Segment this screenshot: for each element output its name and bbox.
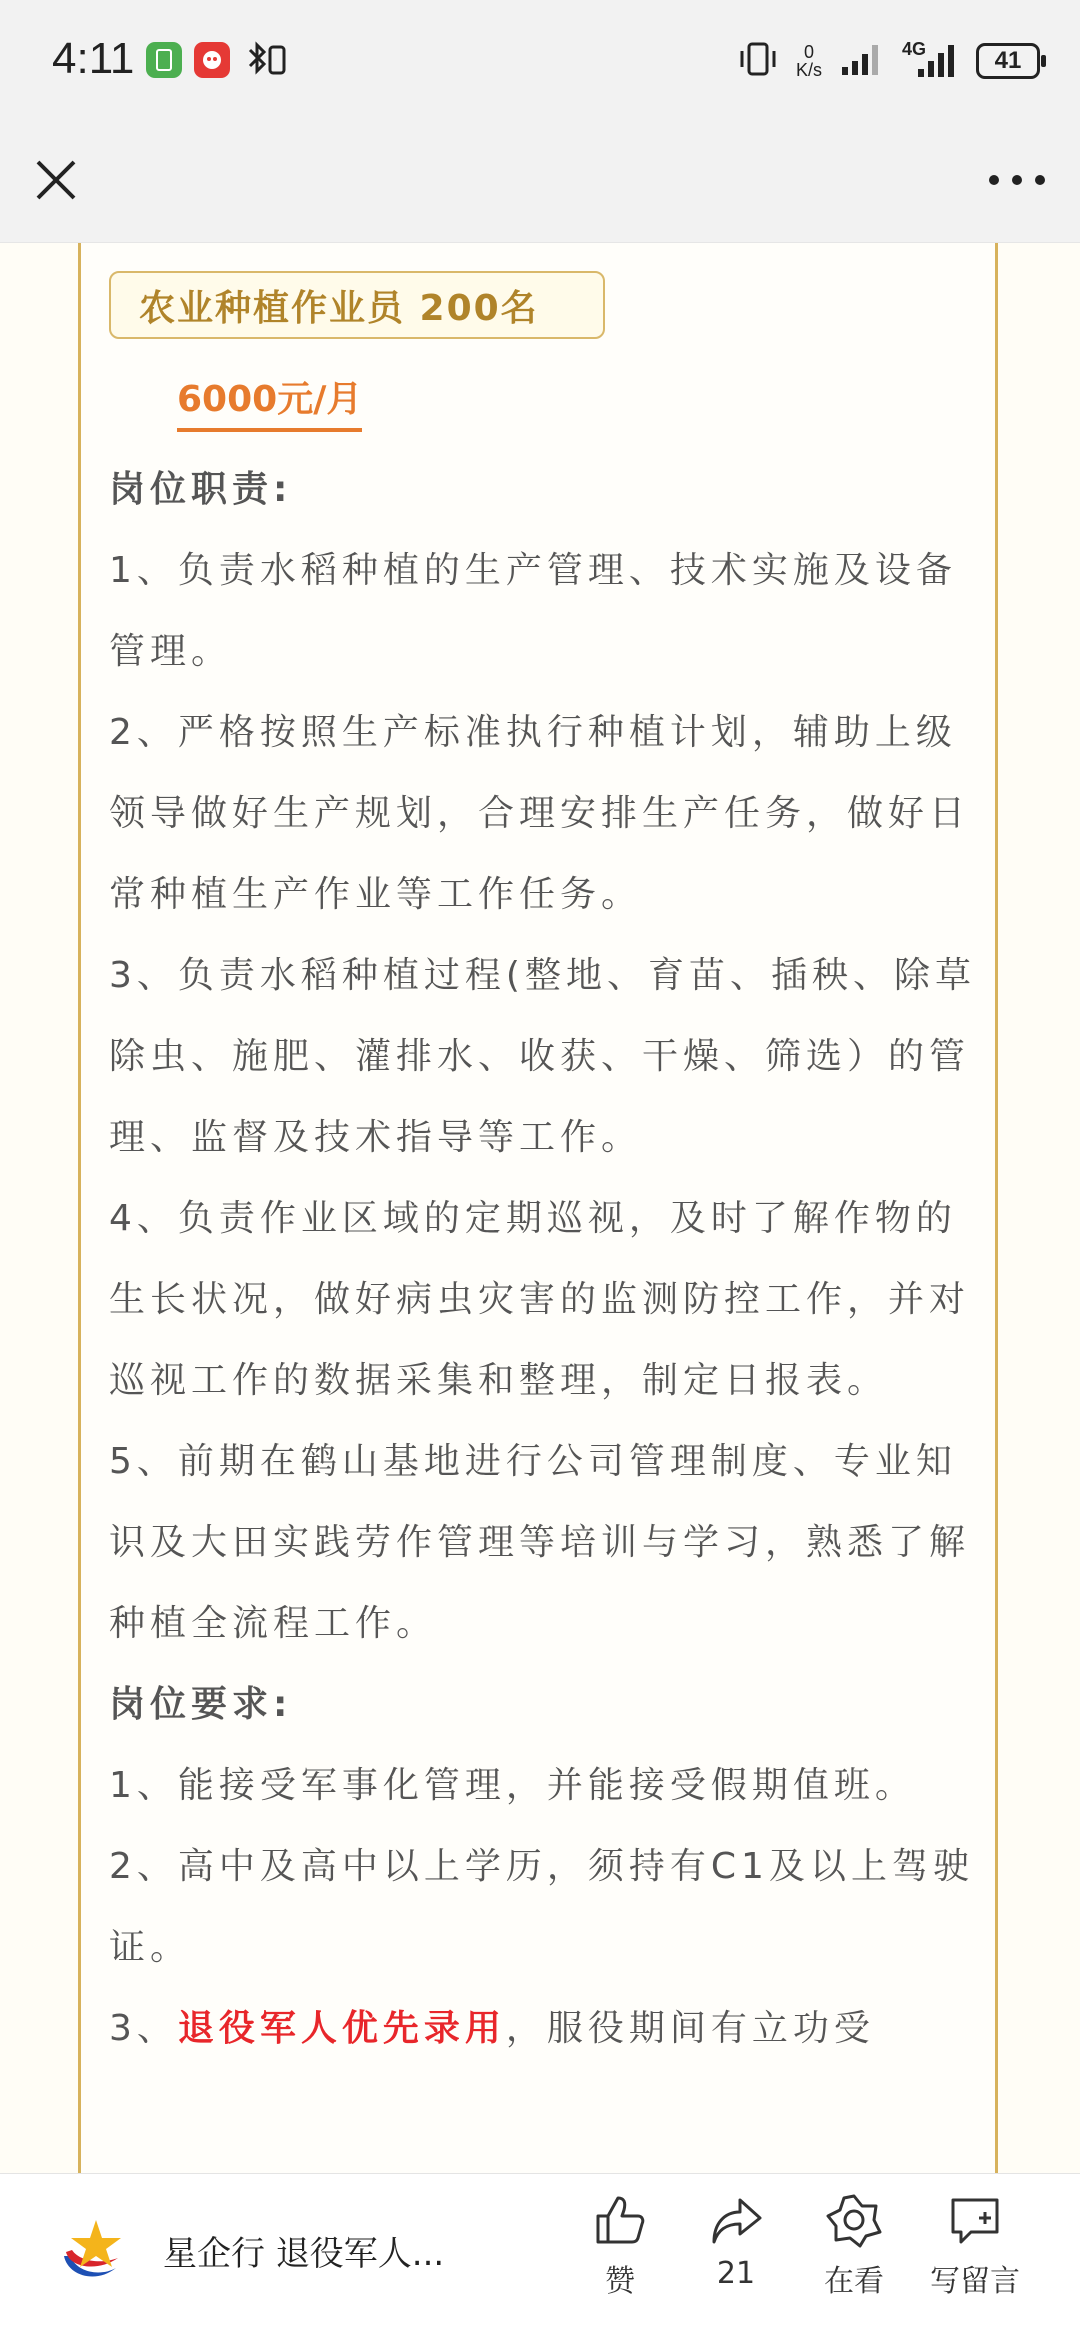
job-card	[78, 243, 998, 2173]
like-button[interactable]	[570, 2192, 670, 2300]
sim-card-icon	[146, 42, 182, 78]
bluetooth-icon	[244, 40, 290, 84]
article-content[interactable]	[0, 243, 1080, 2173]
req-suffix: ，服役期间有立功受	[505, 2008, 875, 2049]
thumb-up-icon	[592, 2192, 648, 2248]
more-icon[interactable]	[982, 152, 1052, 208]
watching-icon	[826, 2192, 882, 2248]
comment-button[interactable]	[925, 2192, 1025, 2300]
signal-icon	[840, 39, 884, 83]
status-time: 4:11	[52, 34, 135, 83]
requirement-item	[109, 1988, 979, 2069]
vibrate-icon	[738, 39, 778, 83]
job-title: 农业种植作业员 200名	[109, 271, 605, 339]
battery-icon: 41	[976, 43, 1040, 79]
salary: 6000元/月	[177, 371, 362, 432]
share-count: 21	[716, 2256, 756, 2291]
account-name[interactable]: 星企行 退役军人...	[163, 2234, 445, 2274]
veteran-priority-highlight: 退役军人优先录用	[177, 2008, 506, 2049]
nav-bar	[0, 120, 1080, 243]
share-button[interactable]	[686, 2192, 786, 2291]
app-notification-icon	[194, 42, 230, 78]
signal-4g: 4G	[902, 41, 958, 81]
requirements-heading: 岗位要求:	[109, 1684, 293, 1725]
duty-item: 5、前期在鹤山基地进行公司管理制度、专业知识及大田实践劳作管理等培训与学习，熟悉了解种植全流程工作。	[109, 1441, 971, 1644]
comment-label: 写留言	[930, 2264, 1020, 2299]
share-icon	[708, 2192, 764, 2248]
requirement-item: 1、能接受军事化管理，并能接受假期值班。	[109, 1765, 916, 1806]
status-bar	[0, 0, 1080, 120]
like-label: 赞	[605, 2264, 635, 2299]
account-logo-icon[interactable]	[56, 2212, 132, 2288]
req-prefix: 3、	[109, 2008, 178, 2049]
watching-label: 在看	[824, 2264, 884, 2299]
comment-icon	[947, 2192, 1003, 2248]
bottom-bar	[0, 2173, 1080, 2332]
job-description	[109, 449, 979, 2069]
duty-item: 2、严格按照生产标准执行种植计划，辅助上级领导做好生产规划，合理安排生产任务，做好日常种植生产作业等工作任务。	[109, 712, 971, 915]
watching-button[interactable]	[804, 2192, 904, 2300]
close-icon[interactable]	[28, 152, 84, 208]
requirement-item: 2、高中及高中以上学历，须持有C1及以上驾驶证。	[109, 1846, 974, 1968]
duties-heading: 岗位职责:	[109, 469, 293, 510]
duty-item: 4、负责作业区域的定期巡视，及时了解作物的生长状况，做好病虫灾害的监测防控工作，并对巡视工作的数据采集和整理，制定日报表。	[109, 1198, 971, 1401]
duty-item: 3、负责水稻种植过程(整地、育苗、插秧、除草除虫、施肥、灌排水、收获、干燥、筛选）的管理、监督及技术指导等工作。	[109, 955, 976, 1158]
duty-item: 1、负责水稻种植的生产管理、技术实施及设备管理。	[109, 550, 957, 672]
net-speed: 0 K/s	[795, 42, 822, 80]
